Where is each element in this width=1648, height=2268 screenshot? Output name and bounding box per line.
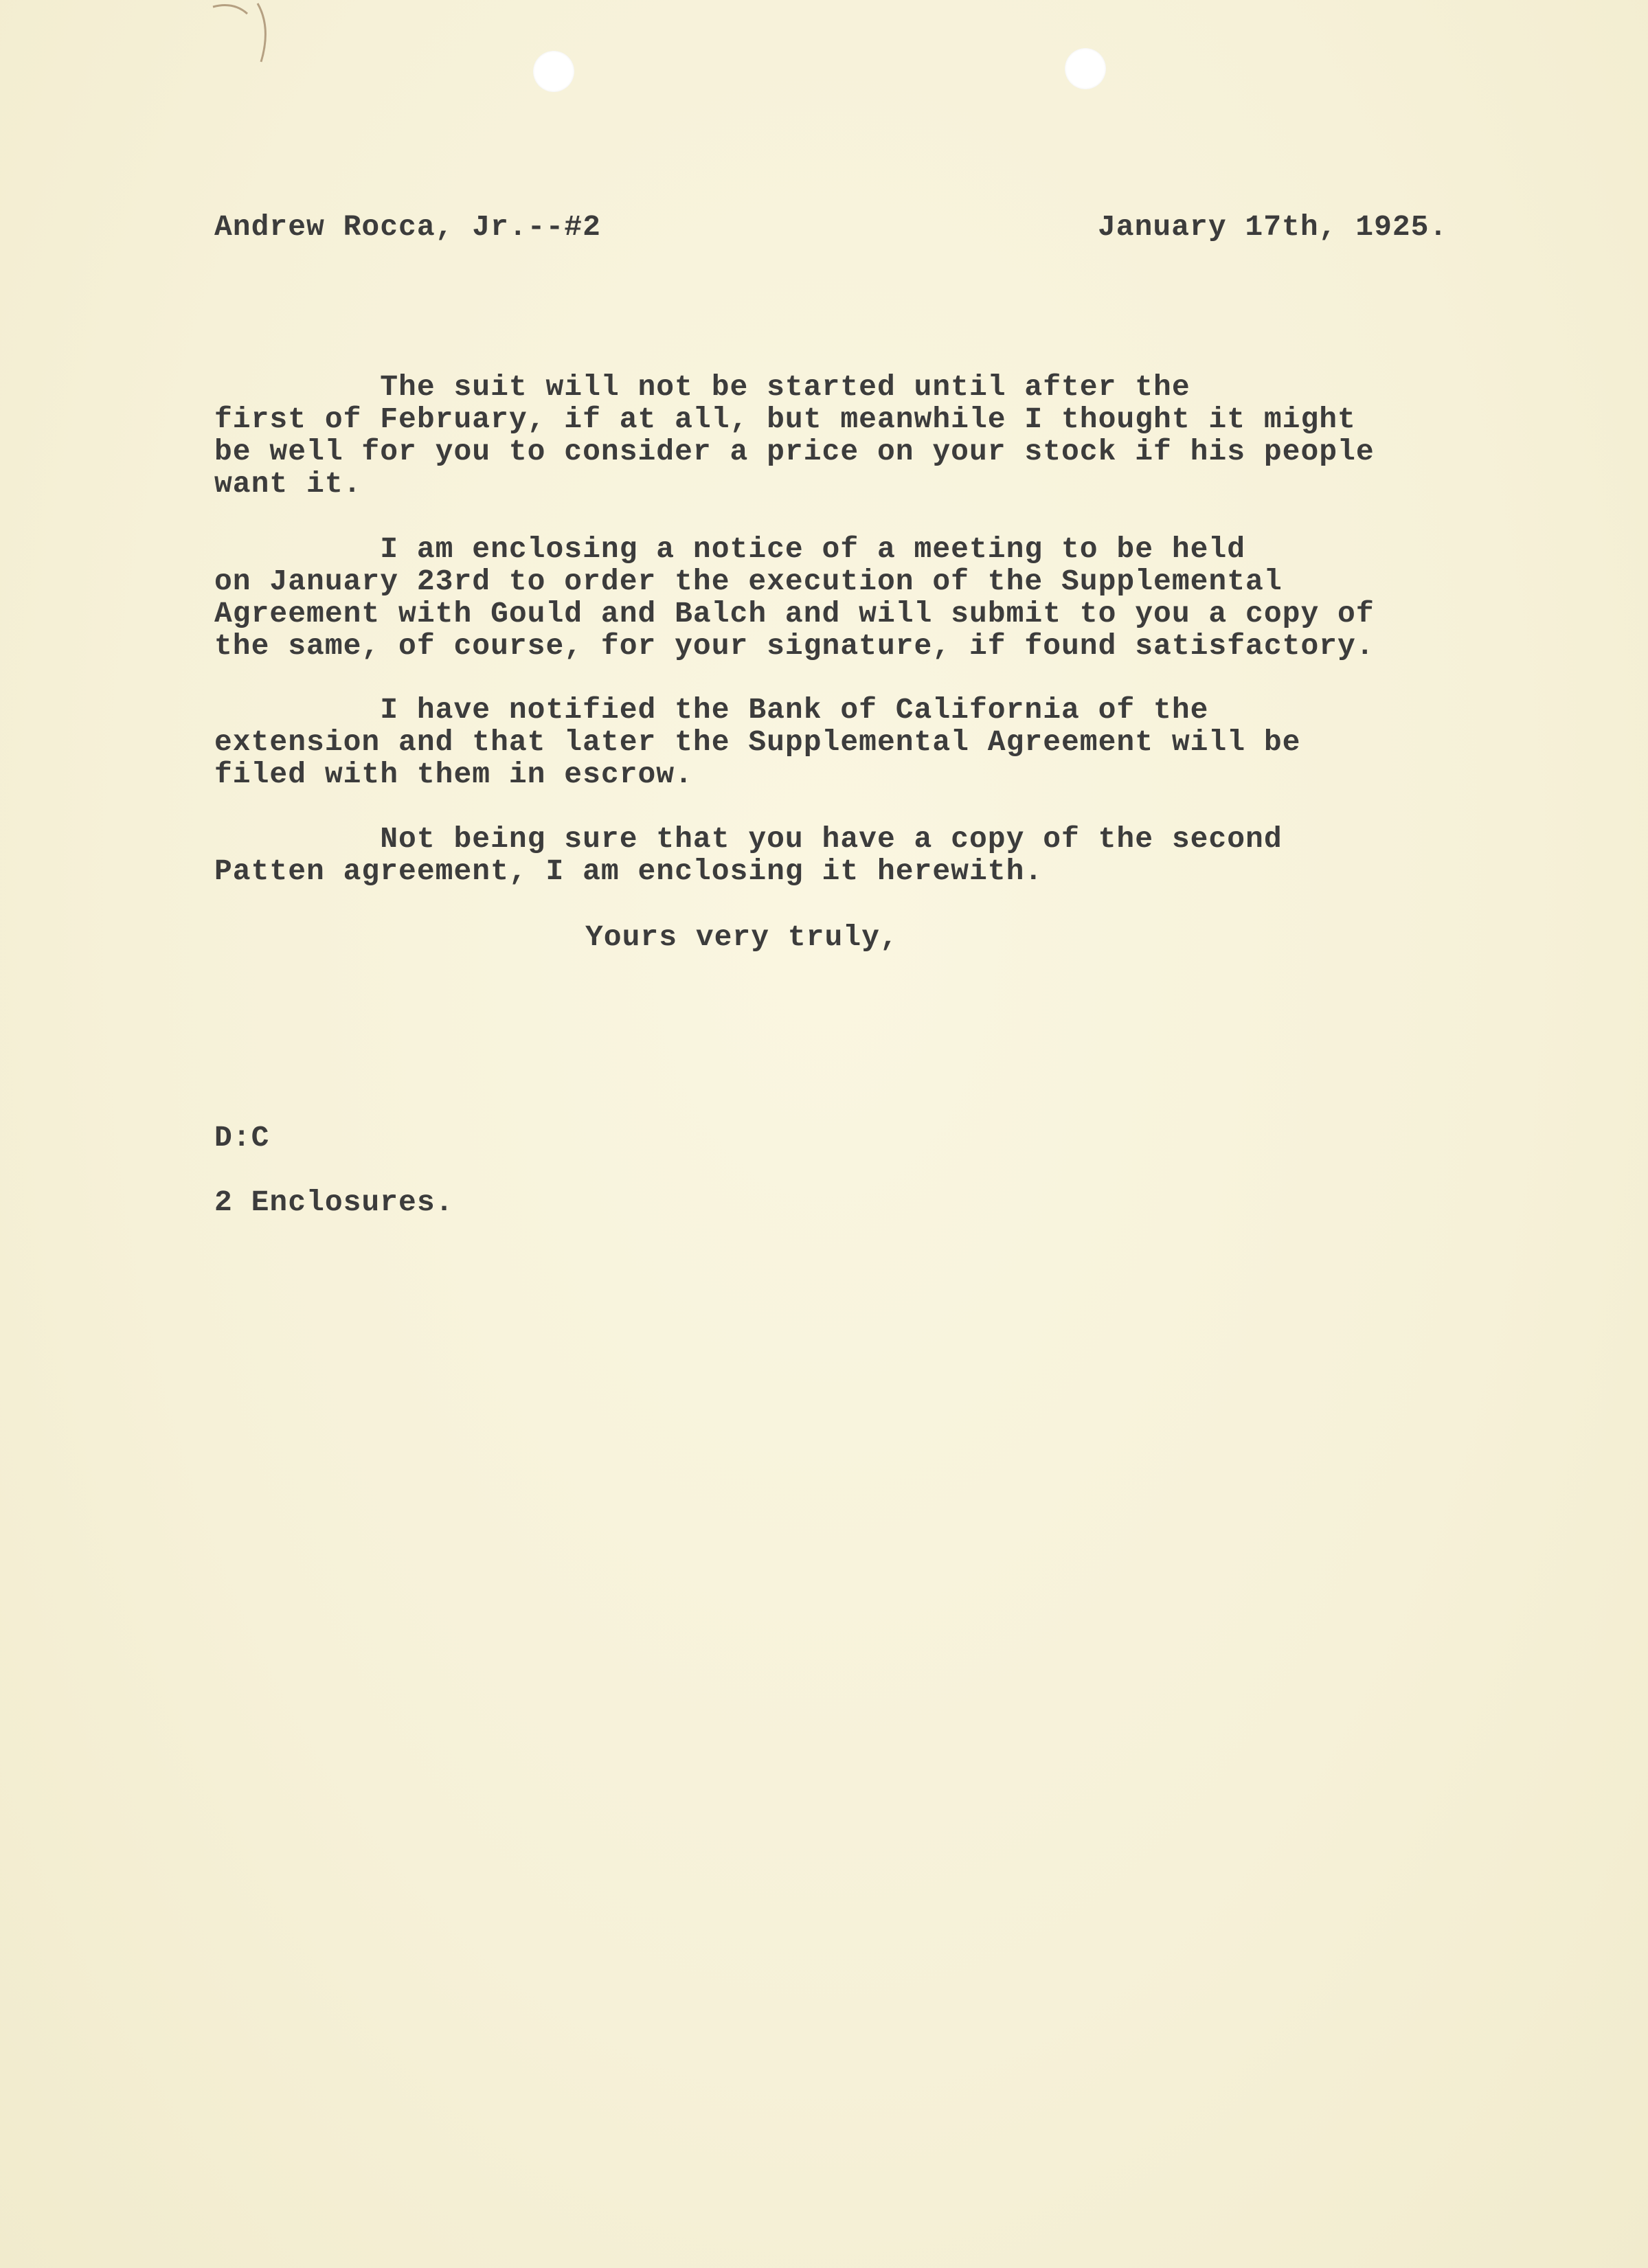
paragraph-line: extension and that later the Supplemental Agreement will be — [214, 725, 1301, 759]
paragraph-line: The suit will not be started until after the — [214, 370, 1190, 404]
paragraph-line: first of February, if at all, but meanwhile I thought it might — [214, 402, 1356, 436]
paragraph-line: the same, of course, for your signature, if found satisfactory. — [214, 629, 1375, 663]
paragraph-line: want it. — [214, 467, 362, 501]
paragraph-line: Not being sure that you have a copy of the second — [214, 822, 1283, 856]
paragraph-2 — [214, 533, 1492, 662]
recipient-reference: Andrew Rocca, Jr.--#2 — [214, 210, 601, 244]
paragraph-3 — [214, 694, 1492, 791]
pencil-mark-icon — [206, 0, 289, 76]
paragraph-line: Agreement with Gould and Balch and will submit to you a copy of — [214, 597, 1375, 631]
paragraph-line: on January 23rd to order the execution of the Supplemental — [214, 565, 1283, 598]
paragraph-line: I have notified the Bank of California of the — [214, 693, 1209, 727]
paragraph-1 — [214, 371, 1492, 500]
paragraph-line: I am enclosing a notice of a meeting to be held — [214, 532, 1246, 566]
punch-hole-right — [1065, 48, 1106, 89]
closing-salutation: Yours very truly, — [585, 920, 899, 954]
enclosures-note: 2 Enclosures. — [214, 1186, 454, 1219]
paragraph-line: Patten agreement, I am enclosing it herewith. — [214, 854, 1043, 888]
letter-date: January 17th, 1925. — [1098, 210, 1448, 244]
punch-hole-left — [533, 51, 574, 92]
paragraph-4 — [214, 823, 1492, 887]
paragraph-line: filed with them in escrow. — [214, 758, 693, 791]
paragraph-line: be well for you to consider a price on your stock if his people — [214, 435, 1375, 468]
typist-initials: D:C — [214, 1121, 270, 1155]
